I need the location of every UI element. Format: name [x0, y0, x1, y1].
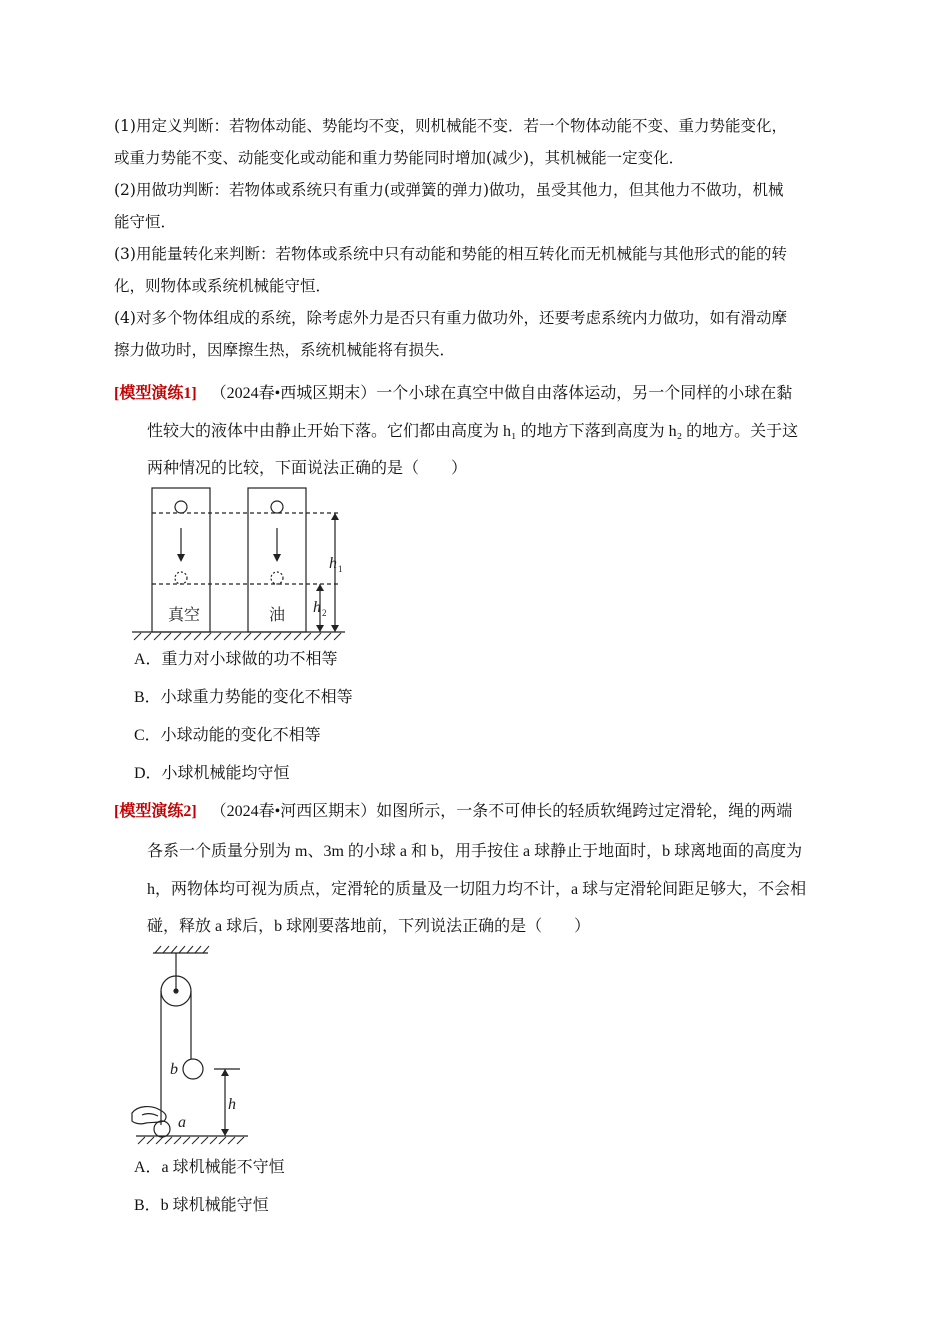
question-2-line-1 — [114, 802, 792, 822]
h2-subscript: 2 — [322, 608, 327, 618]
question-1-option-a[interactable]: A．重力对小球做的功不相等 — [134, 651, 338, 668]
ball-vacuum-end — [175, 572, 187, 584]
rule-4-line-2: 擦力做功时，因摩擦生热，系统机械能将有损失． — [114, 341, 456, 359]
h1-letter: h — [329, 555, 337, 572]
question-2-figure — [128, 945, 258, 1145]
question-1-line-3: 两种情况的比较，下面说法正确的是（ ） — [147, 460, 468, 477]
ball-b — [183, 1059, 203, 1079]
question-1-line-2: 性较大的液体中由静止开始下落。它们都由高度为 h₁ 的地方下落到高度为 h₂ 的地方。关于这 — [147, 423, 799, 440]
question-1-figure — [130, 484, 350, 642]
label-h: h — [228, 1096, 236, 1113]
ground-hatch — [134, 633, 341, 640]
question-2-option-a[interactable]: A．a 球机械能不守恒 — [134, 1159, 285, 1176]
ground-hatch-2 — [138, 1137, 244, 1144]
rule-3-line-1: (3)用能量转化来判断：若物体或系统中只有动能和势能的相互转化而无机械能与其他形式的能的转 — [114, 245, 787, 263]
question-2-text-1: （2024春•河西区期末）如图所示，一条不可伸长的轻质软绳跨过定滑轮，绳的两端 — [210, 803, 793, 820]
pulley-axle — [174, 989, 178, 993]
ball-oil-start — [271, 501, 283, 513]
rule-4-line-1: (4)对多个物体组成的系统，除考虑外力是否只有重力做功外，还要考虑系统内力做功，如有滑动摩 — [114, 309, 787, 327]
question-1-line-1 — [114, 384, 792, 404]
ball-oil-end — [271, 572, 283, 584]
rule-1-line-1: (1)用定义判断：若物体动能、势能均不变，则机械能不变．若一个物体动能不变、重力势能变化， — [114, 117, 787, 135]
ball-a — [154, 1121, 170, 1137]
question-1-option-b[interactable]: B．小球重力势能的变化不相等 — [134, 689, 353, 706]
question-1-text-1: （2024春•西城区期末）一个小球在真空中做自由落体运动，另一个同样的小球在黏 — [210, 385, 793, 402]
rule-1-line-2: 或重力势能不变、动能变化或动能和重力势能同时增加(减少)，其机械能一定变化． — [114, 149, 685, 167]
question-2-tag: [模型演练2] — [114, 803, 197, 820]
rule-2-line-1: (2)用做功判断：若物体或系统只有重力(或弹簧的弹力)做功，虽受其他力，但其他力不做功，机械 — [114, 181, 784, 199]
oil-label: 油 — [269, 605, 286, 624]
question-2-line-3: h，两物体均可视为质点，定滑轮的质量及一切阻力均不计，a 球与定滑轮间距足够大，不会相 — [147, 881, 807, 898]
label-a: a — [178, 1114, 186, 1131]
h1-subscript: 1 — [338, 564, 343, 574]
question-1-tag: [模型演练1] — [114, 385, 197, 402]
rule-2-line-2: 能守恒． — [114, 213, 177, 231]
ceiling-hatch — [155, 946, 209, 953]
question-2-line-4: 碰，释放 a 球后，b 球刚要落地前，下列说法正确的是（ ） — [147, 918, 591, 935]
question-1-option-d[interactable]: D．小球机械能均守恒 — [134, 765, 290, 782]
vacuum-label: 真空 — [168, 605, 201, 624]
question-2-option-b[interactable]: B．b 球机械能守恒 — [134, 1197, 269, 1214]
label-b: b — [170, 1061, 178, 1078]
rule-3-line-2: 化，则物体或系统机械能守恒． — [114, 277, 332, 295]
ball-vacuum-start — [175, 501, 187, 513]
question-1-option-c[interactable]: C．小球动能的变化不相等 — [134, 727, 321, 744]
question-2-line-2: 各系一个质量分别为 m、3m 的小球 a 和 b，用手按住 a 球静止于地面时，b 球离地面的高度为 — [147, 843, 803, 860]
h2-letter: h — [313, 599, 321, 616]
